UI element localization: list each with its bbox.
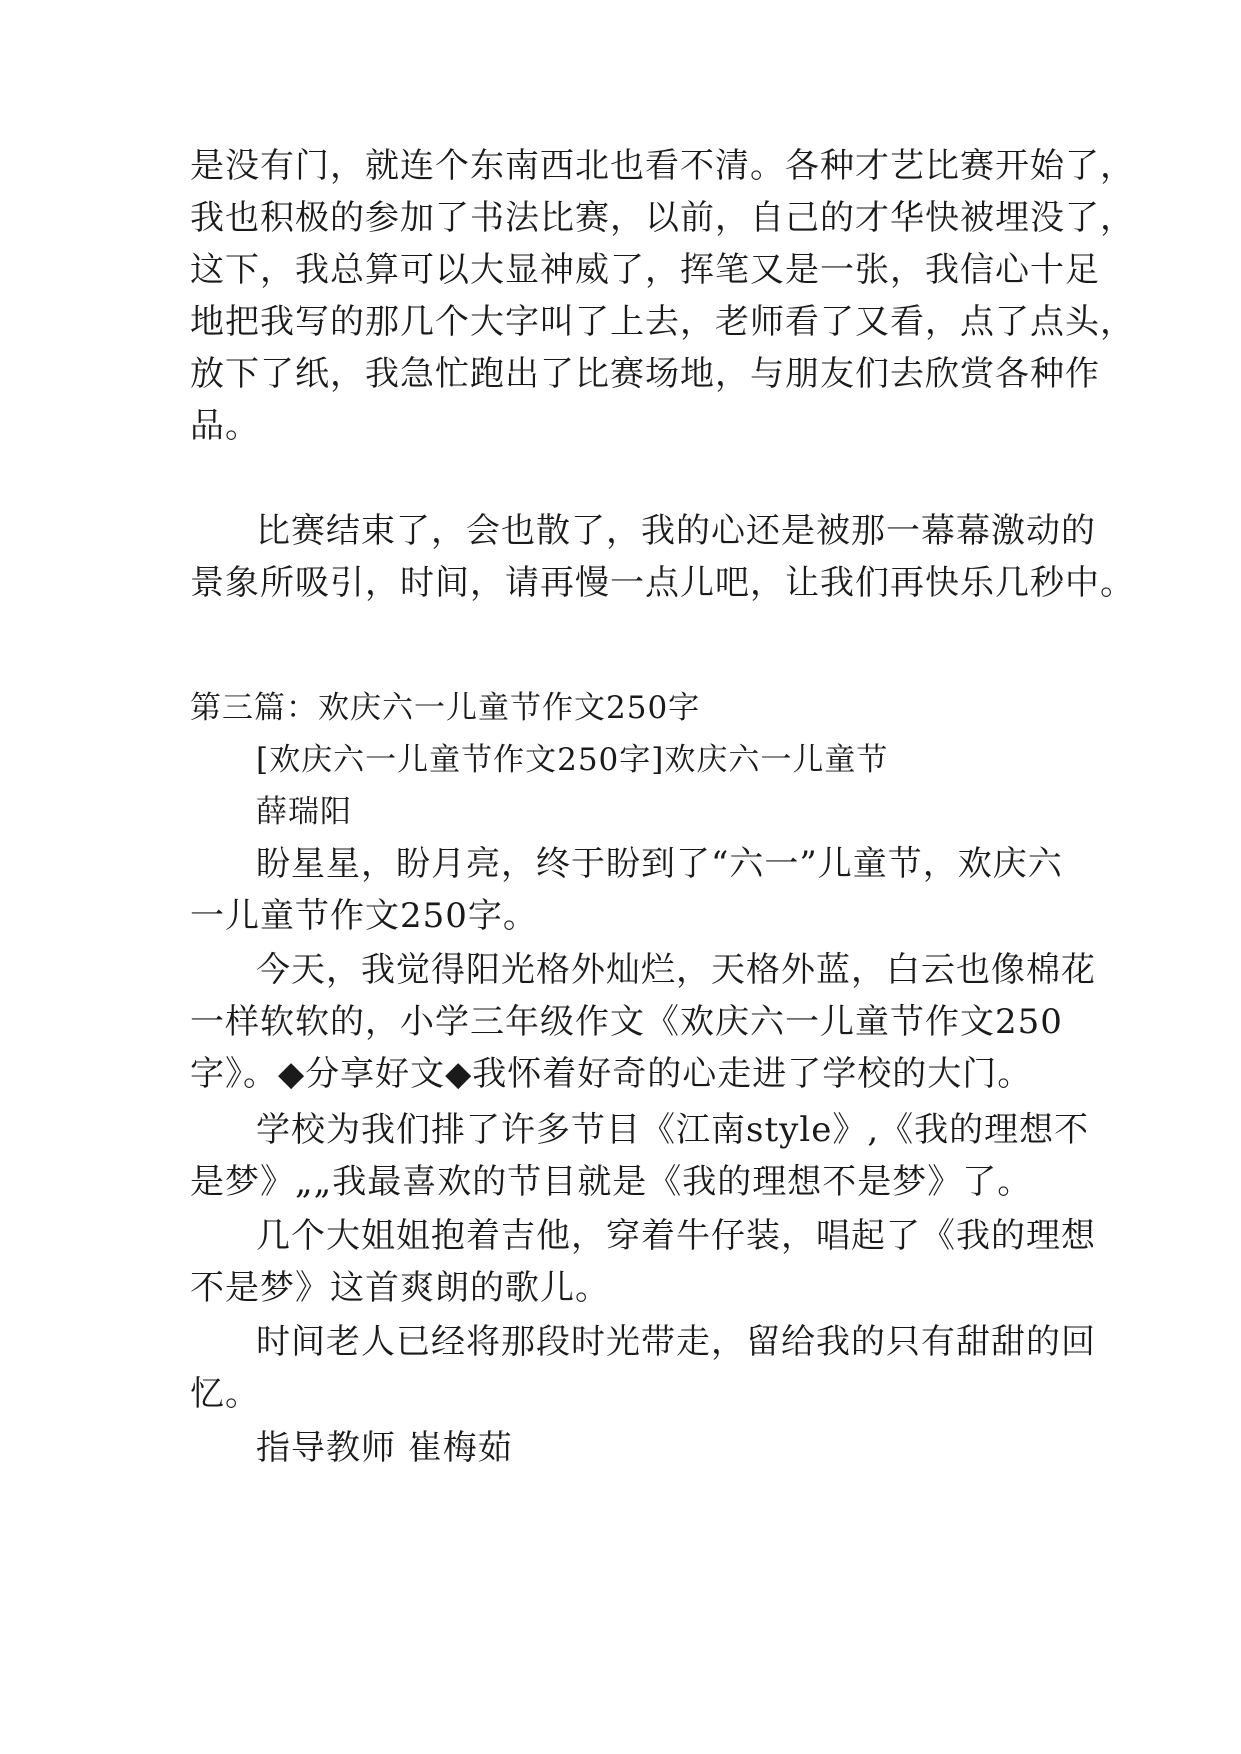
paragraph-4-line-3: 字》。◆分享好文◆我怀着好奇的心走进了学校的大门。 [190,1054,1033,1094]
teacher-signature: 指导教师 崔梅茹 [256,1428,513,1468]
paragraph-7-line-2: 忆。 [190,1374,260,1414]
paragraph-5-line-2: 是梦》„„我最喜欢的节目就是《我的理想不是梦》了。 [190,1162,1033,1202]
paragraph-3-line-2: 一儿童节作文250字。 [190,896,538,936]
paragraph-5-line-1: 学校为我们排了许多节目《江南style》,《我的理想不 [256,1110,1090,1150]
paragraph-2-line-2: 景象所吸引，时间，请再慢一点儿吧，让我们再快乐几秒中。 [190,563,1135,603]
paragraph-3-line-1: 盼星星，盼月亮，终于盼到了“六一”儿童节，欢庆六 [256,844,1063,884]
paragraph-1-line-4: 地把我写的那几个大字叫了上去，老师看了又看，点了点头， [190,302,1135,342]
paragraph-6-line-2: 不是梦》这首爽朗的歌儿。 [190,1268,610,1308]
section-subtitle: [欢庆六一儿童节作文250字]欢庆六一儿童节 [256,742,889,778]
paragraph-1-line-5: 放下了纸，我急忙跑出了比赛场地，与朋友们去欣赏各种作 [190,354,1100,394]
paragraph-1-line-2: 我也积极的参加了书法比赛，以前，自己的才华快被埋没了， [190,198,1135,238]
paragraph-1-line-3: 这下，我总算可以大显神威了，挥笔又是一张，我信心十足 [190,250,1100,290]
author-name: 薛瑞阳 [256,794,352,830]
paragraph-6-line-1: 几个大姐姐抱着吉他，穿着牛仔装，唱起了《我的理想 [256,1216,1096,1256]
paragraph-4-line-1: 今天，我觉得阳光格外灿烂，天格外蓝，白云也像棉花 [256,950,1096,990]
paragraph-1-line-6: 品。 [190,406,260,446]
paragraph-4-line-2: 一样软软的，小学三年级作文《欢庆六一儿童节作文250 [190,1002,1063,1042]
paragraph-1-line-1: 是没有门，就连个东南西北也看不清。各种才艺比赛开始了， [190,146,1135,186]
section-heading: 第三篇：欢庆六一儿童节作文250字 [190,690,701,726]
paragraph-7-line-1: 时间老人已经将那段时光带走，留给我的只有甜甜的回 [256,1322,1096,1362]
paragraph-2-line-1: 比赛结束了，会也散了，我的心还是被那一幕幕激动的 [256,511,1096,551]
